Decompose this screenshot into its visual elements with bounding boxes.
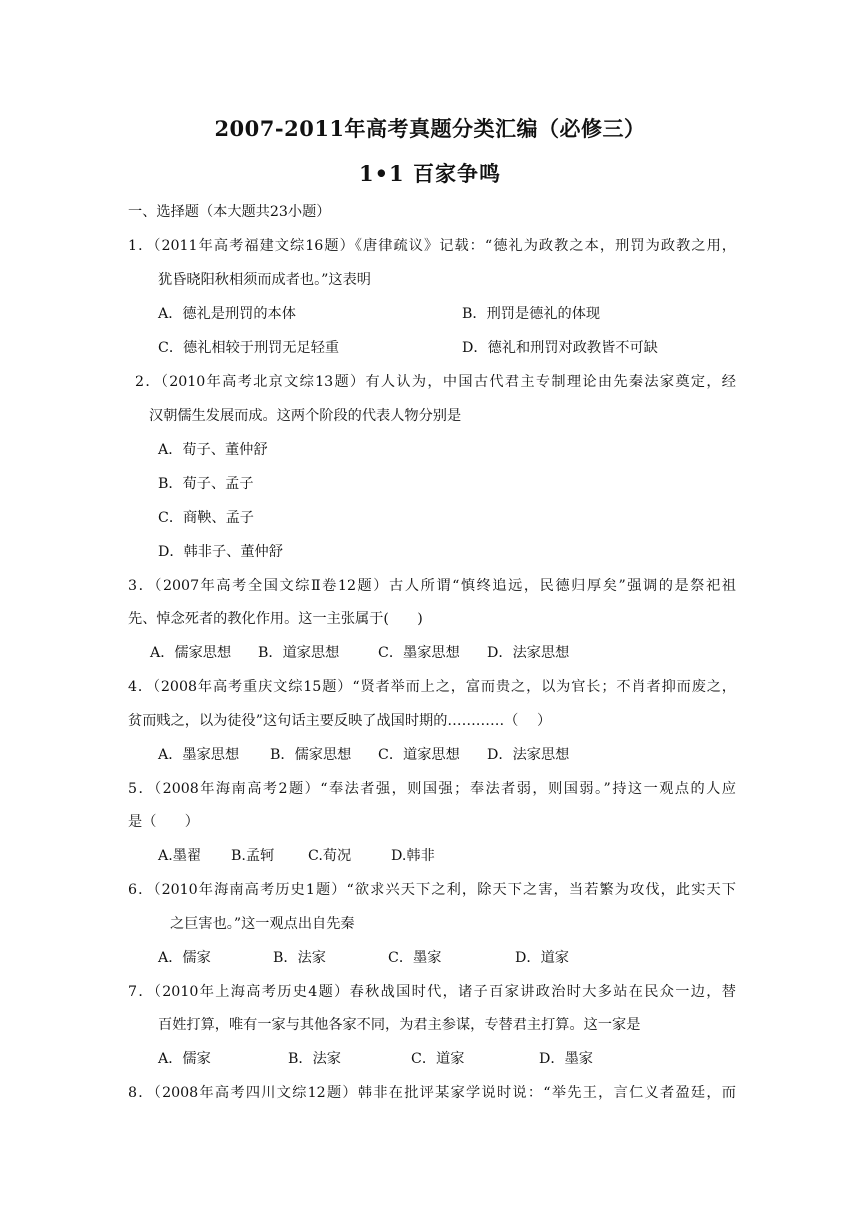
question-3-option-c: C．墨家思想 xyxy=(378,645,460,661)
document-subtitle: 1•1 百家争鸣 xyxy=(359,161,501,186)
question-5-option-a: A.墨翟 xyxy=(158,848,202,864)
question-6-option-a: A．儒家 xyxy=(158,950,211,966)
question-3-option-b: B．道家思想 xyxy=(258,645,340,661)
question-7-line-1: 7．（2010年上海高考历史4题）春秋战国时代，诸子百家讲政治时大多站在民众一边，替 xyxy=(128,984,736,1000)
question-1-option-d: D．德礼和刑罚对政教皆不可缺 xyxy=(462,340,658,356)
question-7-line-2: 百姓打算，唯有一家与其他各家不同，为君主参谋，专替君主打算。这一家是 xyxy=(158,1017,641,1033)
question-2-line-1: 2．（2010年高考北京文综13题）有人认为，中国古代君主专制理论由先秦法家奠定，经 xyxy=(135,374,736,390)
question-5-option-d: D.韩非 xyxy=(391,848,435,864)
question-1-line-1: 1．（2011年高考福建文综16题）《唐律疏议》记载：“德礼为政教之本，刑罚为政教之用， xyxy=(128,238,736,254)
question-2-option-c: C．商鞅、孟子 xyxy=(158,510,254,526)
question-1-line-2: 犹昏晓阳秋相须而成者也。”这表明 xyxy=(158,272,371,288)
question-4-line-1: 4．（2008年高考重庆文综15题）“贤者举而上之，富而贵之，以为官长；不肖者抑而废之， xyxy=(128,679,736,695)
question-5-option-b: B.孟轲 xyxy=(231,848,275,864)
question-1-option-c: C．德礼相较于刑罚无足轻重 xyxy=(158,340,340,356)
question-4-line-2: 贫而贱之，以为徒役”这句话主要反映了战国时期的…………（ ） xyxy=(128,713,552,729)
question-2-line-2: 汉朝儒生发展而成。这两个阶段的代表人物分别是 xyxy=(149,408,462,424)
question-6-option-c: C．墨家 xyxy=(388,950,442,966)
question-6-option-d: D．道家 xyxy=(515,950,569,966)
question-3-line-2: 先、悼念死者的教化作用。这一主张属于( ) xyxy=(128,611,423,627)
question-4-option-d: D．法家思想 xyxy=(487,747,570,763)
question-3-line-1: 3．（2007年高考全国文综Ⅱ卷12题）古人所谓“慎终追远，民德归厚矣”强调的是祭祀祖 xyxy=(128,578,736,594)
question-7-option-d: D．墨家 xyxy=(539,1051,593,1067)
question-3-option-d: D．法家思想 xyxy=(487,645,570,661)
question-5-line-1: 5．（2008年海南高考2题）“奉法者强，则国强；奉法者弱，则国弱。”持这一观点的人应 xyxy=(128,781,736,797)
question-1-option-a: A．德礼是刑罚的本体 xyxy=(158,306,296,322)
question-7-option-b: B．法家 xyxy=(288,1051,341,1067)
question-7-option-c: C．道家 xyxy=(411,1051,465,1067)
question-8-line-1: 8．（2008年高考四川文综12题）韩非在批评某家学说时说：“举先王，言仁义者盈廷，而 xyxy=(128,1085,736,1101)
question-3-option-a: A．儒家思想 xyxy=(150,645,232,661)
question-6-line-2: 之巨害也。”这一观点出自先秦 xyxy=(170,916,355,932)
question-7-option-a: A．儒家 xyxy=(158,1051,211,1067)
question-6-line-1: 6．（2010年海南高考历史1题）“欲求兴天下之利，除天下之害，当若繁为攻伐，此实天下 xyxy=(128,882,736,898)
question-2-option-b: B．荀子、孟子 xyxy=(158,476,254,492)
question-2-option-a: A．荀子、董仲舒 xyxy=(158,442,268,458)
question-5-option-c: C.荀况 xyxy=(308,848,352,864)
question-4-option-c: C．道家思想 xyxy=(378,747,460,763)
question-2-option-d: D．韩非子、董仲舒 xyxy=(158,544,283,560)
section-heading: 一、选择题（本大题共23小题） xyxy=(128,204,331,220)
document-title: 2007-2011年高考真题分类汇编（必修三） xyxy=(214,116,646,141)
question-5-line-2: 是（ ） xyxy=(128,814,199,830)
question-1-option-b: B．刑罚是德礼的体现 xyxy=(462,306,601,322)
question-4-option-b: B．儒家思想 xyxy=(270,747,352,763)
question-6-option-b: B．法家 xyxy=(273,950,326,966)
question-4-option-a: A．墨家思想 xyxy=(158,747,240,763)
